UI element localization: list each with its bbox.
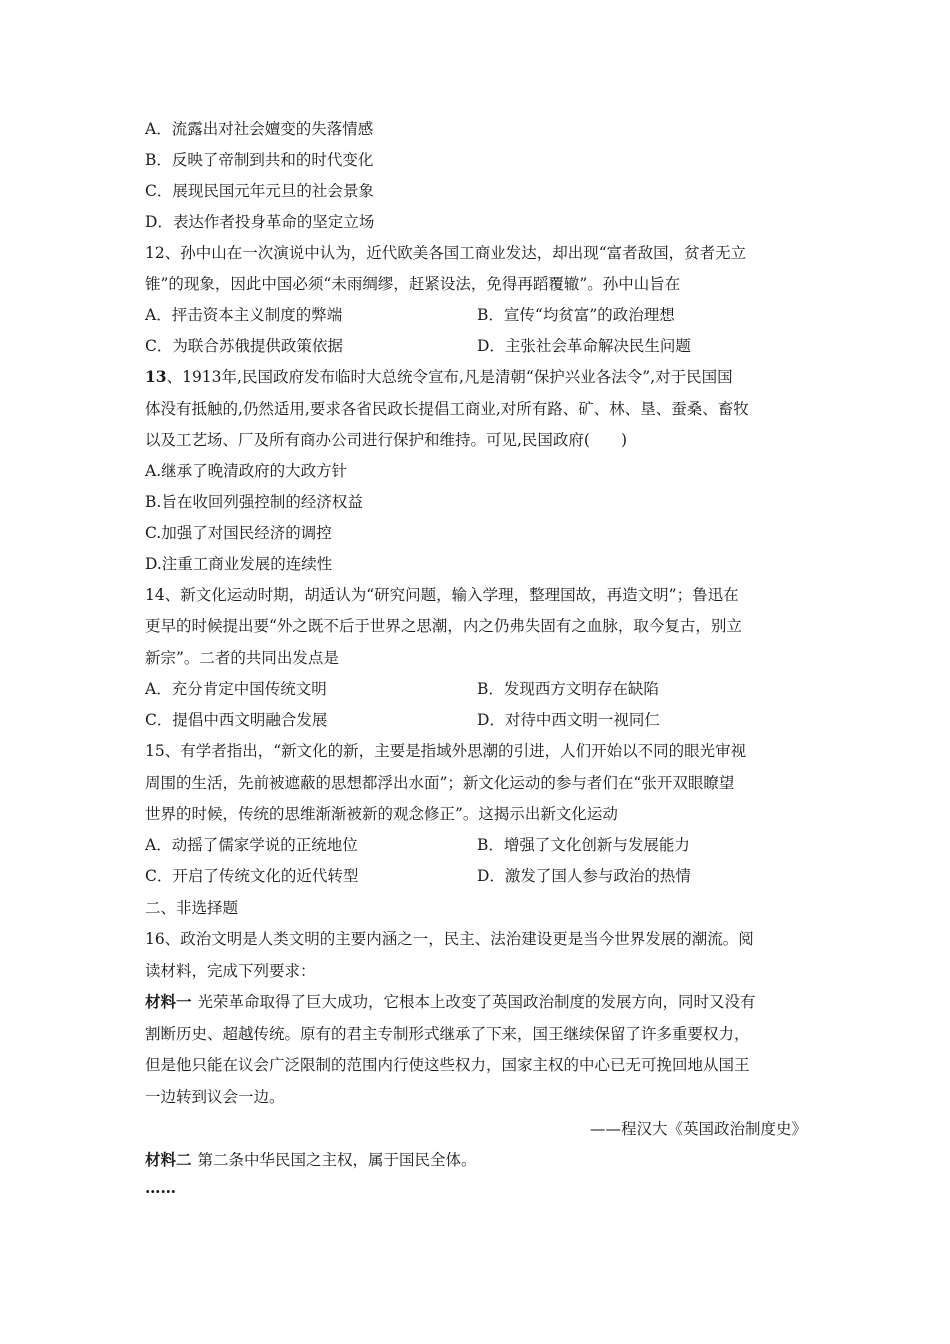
q14-option-a: A．充分肯定中国传统文明: [145, 680, 327, 698]
q12-option-a: A．抨击资本主义制度的弊端: [145, 306, 343, 324]
q15-option-a: A．动摇了儒家学说的正统地位: [145, 836, 358, 854]
q11-option-c: C．展现民国元年元旦的社会景象: [145, 182, 374, 200]
q14-stem-line3: 新宗”。二者的共同出发点是: [145, 649, 339, 667]
q12-option-c: C．为联合苏俄提供政策依据: [145, 337, 343, 355]
material-2-label: 材料二: [145, 1150, 192, 1169]
q13-stem-line1: [145, 367, 815, 387]
q15-stem-line2: 周围的生活，先前被遮蔽的思想都浮出水面”；新文化运动的参与者们在“张开双眼瞭望: [145, 774, 735, 792]
material-2-text: 第二条中华民国之主权，属于国民全体。: [197, 1151, 477, 1169]
material-1-source: ——程汉大《英国政治制度史》: [589, 1120, 807, 1138]
material-1-line4: 一边转到议会一边。: [145, 1088, 285, 1106]
q11-option-b: B．反映了帝制到共和的时代变化: [145, 151, 374, 169]
q13-option-a: A.继承了晚清政府的大政方针: [145, 462, 348, 480]
q14-option-c: C．提倡中西文明融合发展: [145, 711, 328, 729]
material-1-line3: 但是他只能在议会广泛限制的范围内行使这些权力，国家主权的中心已无可挽回地从国王: [145, 1056, 750, 1074]
q13-option-d: D.注重工商业发展的连续性: [145, 555, 333, 573]
q14-option-d: D．对待中西文明一视同仁: [477, 711, 660, 729]
q15-option-d: D．激发了国人参与政治的热情: [477, 867, 691, 885]
q16-stem-line2: 读材料，完成下列要求：: [145, 962, 316, 980]
q15-stem-line1: 15、有学者指出，“新文化的新，主要是指域外思潮的引进，人们开始以不同的眼光审视: [145, 742, 747, 760]
q13-stem-line2: 体没有抵触的,仍然适用,要求各省民政长提倡工商业,对所有路、矿、林、垦、蚕桑、畜牧: [145, 400, 749, 418]
material-2-line1: [145, 1150, 815, 1170]
material-1-line1: [145, 992, 815, 1012]
q12-option-b: B．宣传“均贫富”的政治理想: [477, 306, 675, 324]
q11-option-d: D．表达作者投身革命的坚定立场: [145, 213, 375, 231]
q12-option-d: D．主张社会革命解决民生问题: [477, 337, 691, 355]
q15-option-b: B．增强了文化创新与发展能力: [477, 836, 690, 854]
q13-option-b: B.旨在收回列强控制的经济权益: [145, 493, 363, 511]
q15-stem-line3: 世界的时候，传统的思维渐渐被新的观念修正”。这揭示出新文化运动: [145, 805, 618, 823]
material-1-label: 材料一: [145, 992, 192, 1011]
q12-stem-line2: 锥”的现象，因此中国必须“未雨绸缪，赶紧设法，免得再蹈覆辙”。孙中山旨在: [145, 275, 681, 293]
q13-number: 13: [145, 367, 167, 386]
section-title: 二、非选择题: [145, 899, 239, 917]
q11-option-a: A．流露出对社会嬗变的失落情感: [145, 120, 374, 138]
q14-stem-line1: 14、新文化运动时期，胡适认为“研究问题，输入学理，整理国故，再造文明”；鲁迅在: [145, 586, 739, 604]
q13-stem-line3: 以及工艺场、厂及所有商办公司进行保护和维持。可见,民国政府( ): [145, 431, 628, 449]
q14-option-b: B．发现西方文明存在缺陷: [477, 680, 659, 698]
material-1-line2: 割断历史、超越传统。原有的君主专制形式继承了下来，国王继续保留了许多重要权力，: [145, 1025, 750, 1043]
q12-stem-line1: 12、孙中山在一次演说中认为，近代欧美各国工商业发达，却出现“富者敌国，贫者无立: [145, 244, 747, 262]
q13-option-c: C.加强了对国民经济的调控: [145, 524, 332, 542]
q13-stem-text: 、1913年,民国政府发布临时大总统令宣布,凡是清朝“保护兴业各法令”,对于民国国: [166, 368, 733, 386]
q14-stem-line2: 更早的时候提出要“外之既不后于世界之思潮，内之仍弗失固有之血脉，取今复古，别立: [145, 617, 742, 635]
material-1-text: 光荣革命取得了巨大成功，它根本上改变了英国政治制度的发展方向，同时又没有: [197, 993, 756, 1011]
q16-stem-line1: 16、政治文明是人类文明的主要内涵之一，民主、法治建设更是当今世界发展的潮流。阅: [145, 930, 754, 948]
ellipsis: ……: [145, 1178, 176, 1197]
q15-option-c: C．开启了传统文化的近代转型: [145, 867, 359, 885]
